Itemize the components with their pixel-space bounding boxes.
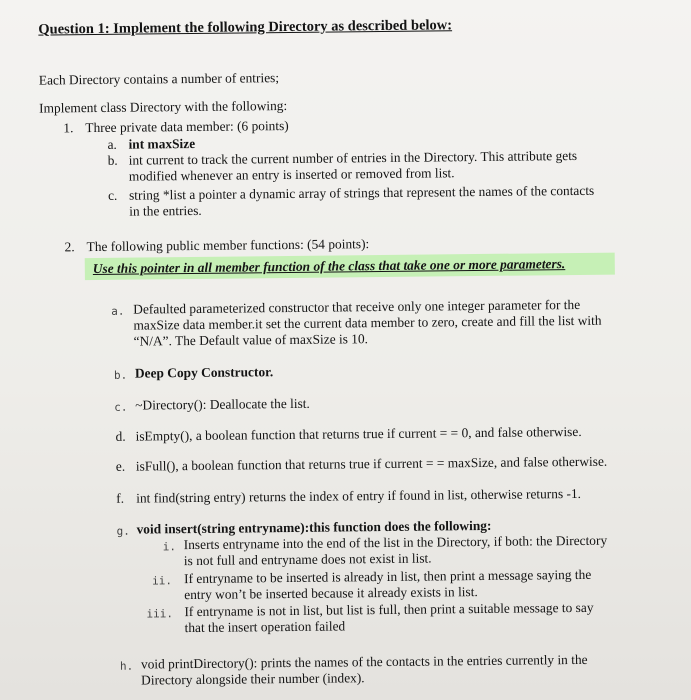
insert-sub-i-line1: Inserts entryname into the end of the list in the Directory, if both: the Directory — [183, 532, 608, 553]
part1-item-c-marker: c. — [107, 187, 118, 203]
insert-sub-ii-marker: ii. — [152, 574, 173, 588]
part2-item-a-marker: a. — [111, 304, 125, 318]
part2-item-a-line2: maxSize data member.it set the current data member to zero, create and fill the list with — [133, 312, 602, 333]
part2-item-f-line1: int find(string entry) returns the index of entry if found in list, otherwise returns -1. — [136, 485, 582, 506]
insert-sub-i-line2: is not full and entryname does not exist in list. — [183, 550, 432, 569]
part2-item-g-marker: g. — [116, 524, 130, 538]
part2-item-c-line1: ~Directory(): Deallocate the list. — [135, 395, 310, 413]
intro-text: Each Directory contains a number of entries; — [38, 70, 280, 88]
insert-sub-ii-line1: If entryname to be inserted is already in list, then print a message saying the — [183, 566, 592, 587]
part2-item-h-line2: Directory alongside their number (index). — [141, 670, 365, 688]
part2-item-f-marker: f. — [116, 490, 125, 506]
part1-item-c-line1: string *list a pointer a dynamic array of strings that represent the names of the contacts — [128, 182, 595, 203]
insert-sub-i-marker: i. — [162, 540, 177, 554]
part2-number: 2. — [64, 239, 75, 255]
part1-item-a-marker: a. — [107, 136, 117, 152]
part2-item-e-line1: isFull(), a boolean function that returns true if current = = maxSize, and false otherwise. — [135, 453, 608, 474]
insert-sub-iii-line2: that the insert operation failed — [184, 618, 346, 636]
part2-item-d-marker: d. — [115, 428, 126, 444]
part2-item-b-line1: Deep Copy Constructor. — [134, 364, 274, 381]
part1-item-b-marker: b. — [107, 152, 118, 168]
part2-item-a-line1: Defaulted parameterized constructor that receive only one integer parameter for the — [133, 296, 581, 317]
part2-item-d-line1: isEmpty(), a boolean function that returns true if current = = 0, and false otherwise. — [135, 423, 582, 444]
part2-item-a-line3: “N/A”. The Default value of maxSize is 10. — [133, 331, 369, 349]
insert-sub-iii-marker: iii. — [146, 607, 174, 621]
part1-item-c-line2: in the entries. — [129, 202, 202, 219]
part2-item-b-marker: b. — [113, 368, 128, 382]
implement-line: Implement class Directory with the following: — [39, 97, 288, 116]
part1-heading: Three private data member: (6 points) — [85, 117, 289, 136]
part2-item-g-line1: void insert(string entryname):this function does the following: — [136, 517, 492, 537]
question-title: Question 1: Implement the following Directory as described below: — [38, 17, 453, 38]
part2-item-h-marker: h. — [119, 659, 134, 673]
part2-heading: The following public member functions: (54 points): — [86, 236, 370, 255]
part2-item-h-line1: void printDirectory(): prints the names of the contacts in the entries currently in the — [140, 651, 588, 672]
part2-item-e-marker: e. — [115, 458, 126, 474]
part2-item-c-marker: c. — [114, 400, 128, 414]
insert-sub-ii-line2: entry won’t be inserted because it already exists in list. — [184, 584, 478, 603]
part1-item-b-line1: int current to track the current number of entries in the Directory. This attribute gets — [128, 147, 578, 168]
insert-sub-iii-line1: If entryname is not in list, but list is full, then print a suitable message to say — [184, 599, 594, 620]
part1-item-a-line1: int maxSize — [128, 135, 196, 152]
part2-instruction: Use this pointer in all member function of the class that take one or more parameters. — [92, 256, 566, 277]
part1-number: 1. — [63, 120, 74, 136]
part1-item-b-line2: modified whenever an entry is inserted or removed from list. — [128, 165, 455, 184]
